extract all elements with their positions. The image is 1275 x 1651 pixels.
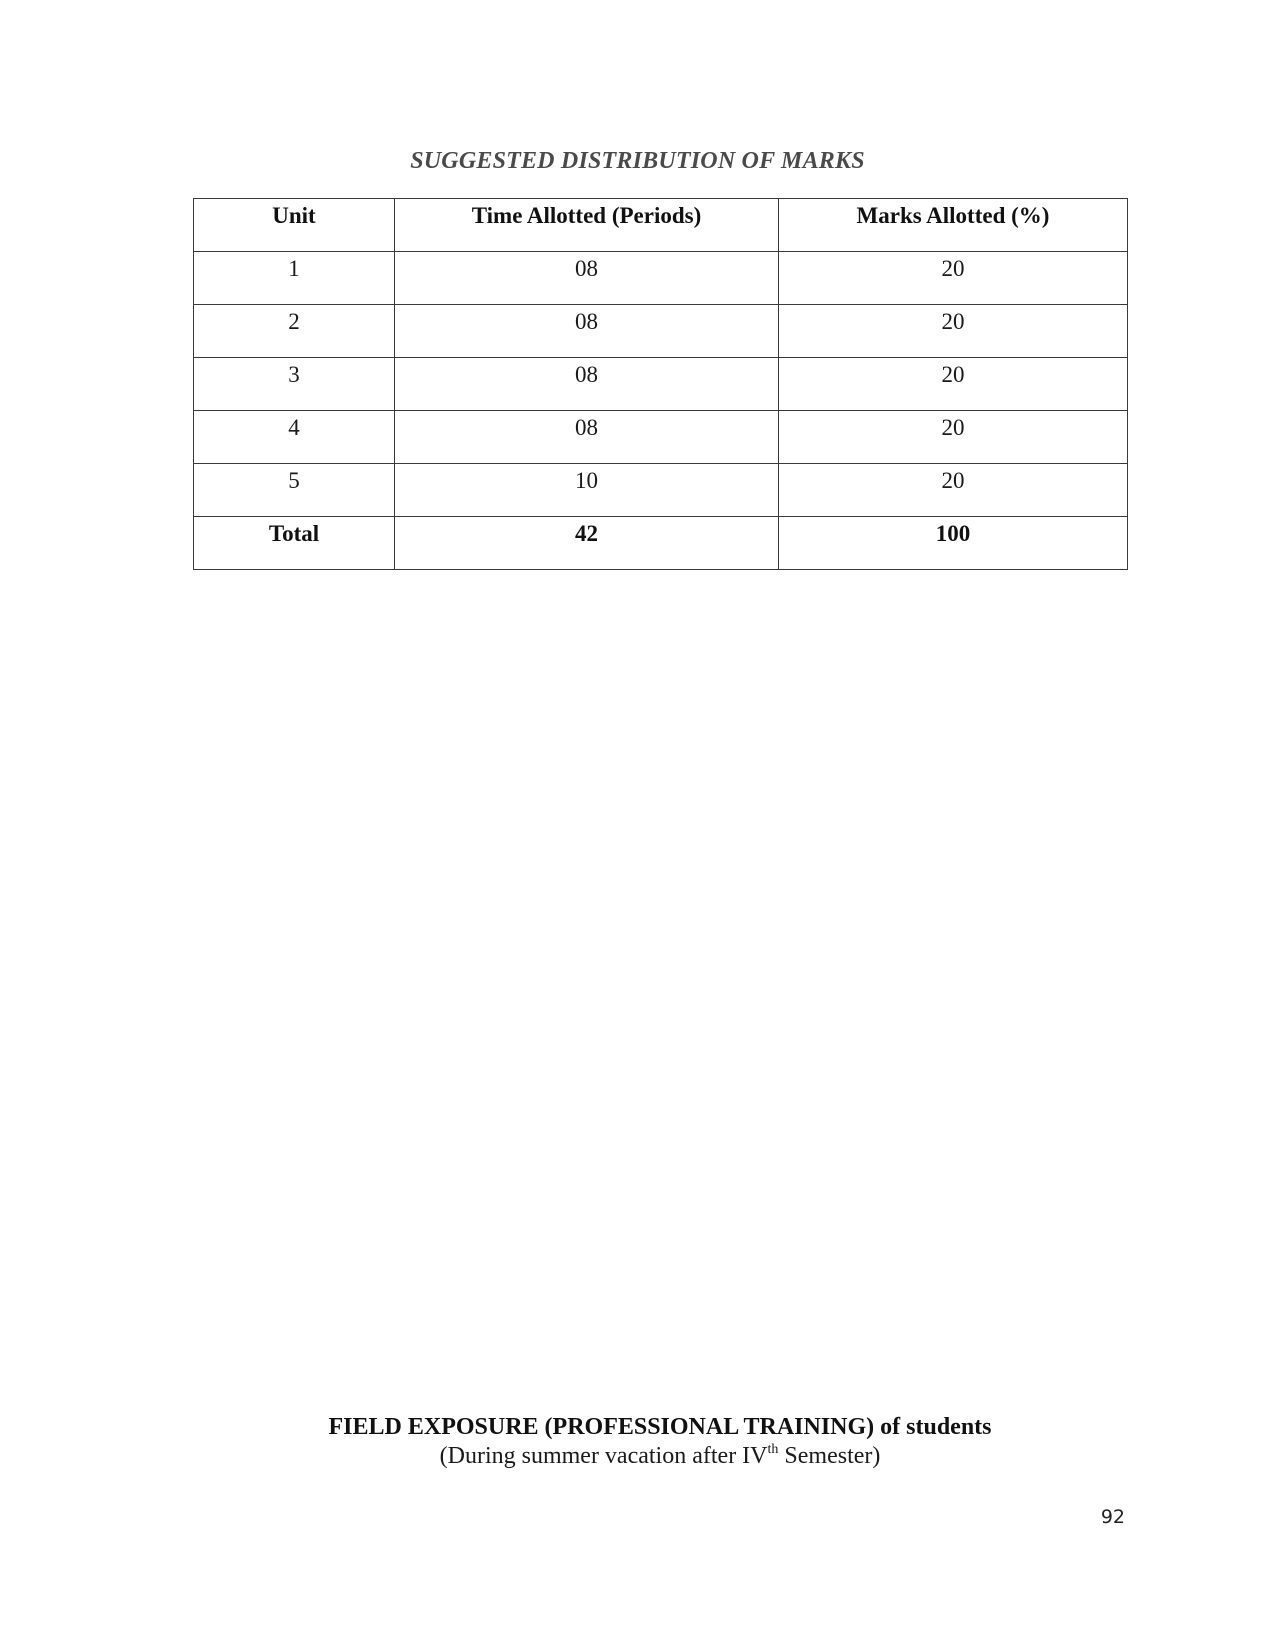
cell-unit: 1 <box>194 252 395 305</box>
header-unit: Unit <box>194 199 395 252</box>
table-row <box>194 358 1128 411</box>
field-exposure-subheading <box>0 1443 1275 1470</box>
table-row <box>194 464 1128 517</box>
header-marks-allotted: Marks Allotted (%) <box>779 199 1128 252</box>
cell-unit: 4 <box>194 411 395 464</box>
cell-marks: 20 <box>779 464 1128 517</box>
cell-unit: 5 <box>194 464 395 517</box>
table-header-row <box>194 199 1128 252</box>
table-row <box>194 252 1128 305</box>
header-time-allotted: Time Allotted (Periods) <box>395 199 779 252</box>
cell-unit: 3 <box>194 358 395 411</box>
cell-marks: 20 <box>779 358 1128 411</box>
field-exposure-heading: FIELD EXPOSURE (PROFESSIONAL TRAINING) of students <box>328 1414 992 1440</box>
cell-time: 10 <box>395 464 779 517</box>
subheading-text-end: Semester) <box>778 1443 881 1469</box>
cell-marks: 20 <box>779 252 1128 305</box>
table-row <box>194 305 1128 358</box>
page-number: 92 <box>1100 1506 1125 1528</box>
subheading-text-start: (During summer vacation after IV <box>439 1443 768 1469</box>
subheading-superscript: th <box>767 1442 779 1457</box>
total-label: Total <box>194 517 395 570</box>
section-title: SUGGESTED DISTRIBUTION OF MARKS <box>410 148 865 174</box>
marks-distribution-table <box>193 198 1128 570</box>
cell-time: 08 <box>395 358 779 411</box>
cell-marks: 20 <box>779 305 1128 358</box>
cell-time: 08 <box>395 252 779 305</box>
cell-time: 08 <box>395 411 779 464</box>
table-total-row <box>194 517 1128 570</box>
total-time: 42 <box>395 517 779 570</box>
table-row <box>194 411 1128 464</box>
total-marks: 100 <box>779 517 1128 570</box>
cell-time: 08 <box>395 305 779 358</box>
cell-unit: 2 <box>194 305 395 358</box>
cell-marks: 20 <box>779 411 1128 464</box>
